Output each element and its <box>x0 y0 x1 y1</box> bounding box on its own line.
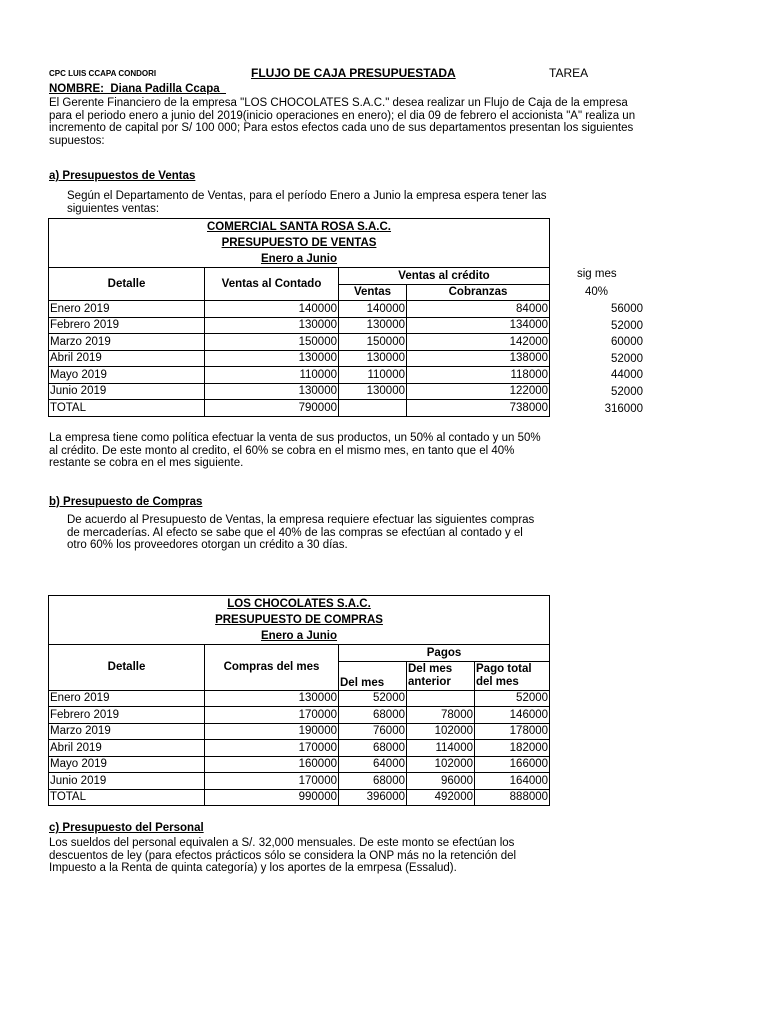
sales-period: Enero a Junio <box>260 253 338 265</box>
table-cell: 68000 <box>339 740 407 757</box>
table-cell: Abril 2019 <box>49 350 205 367</box>
sales-heading: a) Presupuestos de Ventas <box>49 170 196 182</box>
table-cell: 68000 <box>339 707 407 724</box>
table-cell: TOTAL <box>49 400 205 417</box>
table-cell: Enero 2019 <box>49 301 205 318</box>
table-cell <box>339 400 407 417</box>
table-cell: 164000 <box>475 773 550 790</box>
sales-title: PRESUPUESTO DE VENTAS <box>221 237 377 249</box>
table-row <box>49 723 550 740</box>
table-cell: 134000 <box>407 317 550 334</box>
table-total-row <box>49 400 550 417</box>
table-cell: Abril 2019 <box>49 740 205 757</box>
next-month-value: 60000 <box>611 336 643 349</box>
purchases-col-purchases: Compras del mes <box>205 645 339 691</box>
author-label: CPC LUIS CCAPA CONDORI <box>49 69 157 78</box>
personnel-text: Los sueldos del personal equivalen a S/. 32,000 mensuales. De este monto se efectúan los descuentos de ley (para efectos prácticos sólo se considera la ONP más no la retención del Impuesto a la Renta de quinta categoría) y los aportes de la emrpesa (Essalud). <box>49 837 517 875</box>
student-name: NOMBRE: Diana Padilla Ccapa <box>49 83 227 95</box>
sales-intro: Según el Departamento de Ventas, para el período Enero a Junio la empresa espera tener las siguientes ventas: <box>67 190 547 215</box>
next-month-header: sig mes <box>577 268 617 280</box>
purchases-col-month: Del mes <box>339 661 407 690</box>
table-cell: 68000 <box>339 773 407 790</box>
sales-col-sales: Ventas <box>339 284 407 301</box>
table-cell: Mayo 2019 <box>49 756 205 773</box>
next-month-percent: 40% <box>585 286 609 298</box>
table-cell: 110000 <box>205 367 339 384</box>
purchases-budget-table <box>48 595 550 806</box>
table-row <box>49 773 550 790</box>
table-cell: 492000 <box>407 789 475 806</box>
table-cell: 182000 <box>475 740 550 757</box>
purchases-col-payments: Pagos <box>339 645 550 662</box>
tag-label: TAREA <box>549 66 589 80</box>
table-cell: 130000 <box>205 350 339 367</box>
table-cell: 990000 <box>205 789 339 806</box>
table-row <box>49 317 550 334</box>
table-cell: Marzo 2019 <box>49 723 205 740</box>
sales-policy-note: La empresa tiene como política efectuar la venta de sus productos, un 50% al contado y un 50% al crédito. De este monto al credito, el 60% se cobra en el mismo mes, en tanto que el 40% restante se cobra en el mes siguiente. <box>49 432 541 470</box>
table-cell: 166000 <box>475 756 550 773</box>
intro-paragraph: El Gerente Financiero de la empresa "LOS CHOCOLATES S.A.C." desea realizar un Flujo de Caja de la empresa para el periodo enero a junio del 2019(inicio operaciones en enero); el dia 09 de febrero el accionista "A" realiza un incremento de capital por S/ 100 000; Para estos efectos cada uno de sus departamentos presentan los siguientes supuestos: <box>49 97 636 147</box>
purchases-col-prev: Del mes anterior <box>407 661 475 690</box>
table-cell: 888000 <box>475 789 550 806</box>
table-cell: 178000 <box>475 723 550 740</box>
table-cell: 52000 <box>339 690 407 707</box>
table-cell: 102000 <box>407 756 475 773</box>
table-cell: 396000 <box>339 789 407 806</box>
table-cell: 78000 <box>407 707 475 724</box>
table-cell: 190000 <box>205 723 339 740</box>
table-cell: 140000 <box>339 301 407 318</box>
table-row <box>49 756 550 773</box>
purchases-col-detail: Detalle <box>49 645 205 691</box>
table-row <box>49 301 550 318</box>
table-cell: 64000 <box>339 756 407 773</box>
table-cell: Enero 2019 <box>49 690 205 707</box>
table-cell: 114000 <box>407 740 475 757</box>
table-cell: 130000 <box>339 317 407 334</box>
table-row <box>49 690 550 707</box>
table-cell: 138000 <box>407 350 550 367</box>
table-cell: 130000 <box>339 383 407 400</box>
table-cell: 146000 <box>475 707 550 724</box>
table-cell: 130000 <box>339 350 407 367</box>
table-cell: 160000 <box>205 756 339 773</box>
next-month-value: 52000 <box>611 385 643 398</box>
table-row <box>49 740 550 757</box>
sales-col-detail: Detalle <box>49 268 205 301</box>
table-row <box>49 350 550 367</box>
table-row <box>49 334 550 351</box>
purchases-period: Enero a Junio <box>260 630 338 642</box>
table-cell: 110000 <box>339 367 407 384</box>
table-cell: 140000 <box>205 301 339 318</box>
purchases-intro: De acuerdo al Presupuesto de Ventas, la empresa requiere efectuar las siguientes compras de mercaderías. Al efecto se sabe que el 40% de las compras se efectúan al contado y el otro 60% los proveedores otorgan un crédito a 30 días. <box>67 514 535 552</box>
table-cell: 150000 <box>205 334 339 351</box>
table-cell: 84000 <box>407 301 550 318</box>
table-cell: 96000 <box>407 773 475 790</box>
table-cell: 150000 <box>339 334 407 351</box>
table-cell: Marzo 2019 <box>49 334 205 351</box>
next-month-value: 56000 <box>611 303 643 315</box>
table-cell: Mayo 2019 <box>49 367 205 384</box>
table-cell: 130000 <box>205 317 339 334</box>
table-cell: 130000 <box>205 690 339 707</box>
purchases-company: LOS CHOCOLATES S.A.C. <box>227 598 371 610</box>
table-cell: Febrero 2019 <box>49 707 205 724</box>
table-cell: 170000 <box>205 773 339 790</box>
table-cell <box>407 690 475 707</box>
next-month-value: 52000 <box>611 319 643 332</box>
table-cell: 170000 <box>205 740 339 757</box>
table-row <box>49 367 550 384</box>
table-cell: Junio 2019 <box>49 383 205 400</box>
sales-col-cash: Ventas al Contado <box>205 268 339 301</box>
purchases-col-total: Pago total del mes <box>475 661 550 690</box>
table-cell: 122000 <box>407 383 550 400</box>
sales-company: COMERCIAL SANTA ROSA S.A.C. <box>207 221 392 233</box>
purchases-title: PRESUPUESTO DE COMPRAS <box>215 614 383 626</box>
table-total-row <box>49 789 550 806</box>
document-title: FLUJO DE CAJA PRESUPUESTADA <box>251 66 456 80</box>
table-cell: 102000 <box>407 723 475 740</box>
next-month-value: 44000 <box>611 369 643 382</box>
sales-col-collections: Cobranzas <box>407 284 550 301</box>
sales-budget-table <box>48 218 550 417</box>
table-cell: 76000 <box>339 723 407 740</box>
table-cell: 118000 <box>407 367 550 384</box>
table-cell: 52000 <box>475 690 550 707</box>
table-cell: 738000 <box>407 400 550 417</box>
table-cell: Febrero 2019 <box>49 317 205 334</box>
sales-col-credit: Ventas al crédito <box>339 268 550 285</box>
table-cell: TOTAL <box>49 789 205 806</box>
table-row <box>49 707 550 724</box>
purchases-heading: b) Presupuesto de Compras <box>49 496 203 508</box>
next-month-value: 52000 <box>611 352 643 365</box>
next-month-values <box>583 301 643 417</box>
table-cell: Junio 2019 <box>49 773 205 790</box>
table-row <box>49 383 550 400</box>
personnel-heading: c) Presupuesto del Personal <box>49 822 204 834</box>
next-month-value: 316000 <box>604 402 643 415</box>
table-cell: 130000 <box>205 383 339 400</box>
table-cell: 170000 <box>205 707 339 724</box>
table-cell: 790000 <box>205 400 339 417</box>
table-cell: 142000 <box>407 334 550 351</box>
